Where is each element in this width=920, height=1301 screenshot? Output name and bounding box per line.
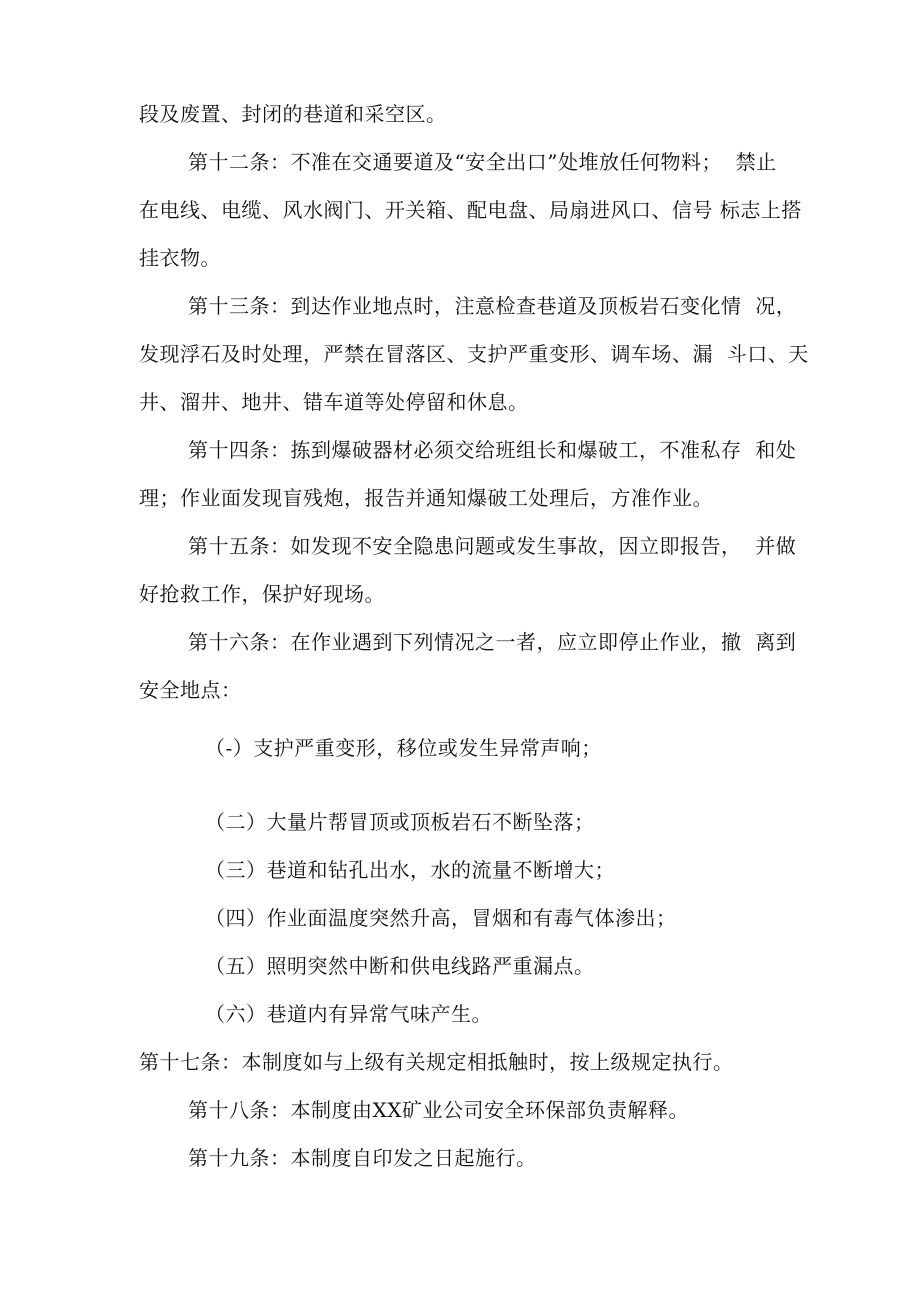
article-16-line-2: 安全地点： [139,678,242,702]
list-item-1: （-）支护严重变形，移位或发生异常声响； [205,736,602,760]
article-13-line-1: 第十三条：到达作业地点时，注意检查巷道及顶板岩石变化情 况， [188,294,797,318]
list-item-5: （五）照明突然中断和供电线路严重漏点。 [205,954,595,978]
article-14-line-2: 理；作业面发现盲残炮，报告并通知爆破工处理后，方准作业。 [139,486,713,510]
article-12-line-1: 第十二条：不准在交通要道及“安全出口”处堆放任何物料； 禁止 [188,150,777,174]
article-14-line-1: 第十四条：拣到爆破器材必须交给班组长和爆破工，不准私存 和处 [188,438,797,462]
list-item-3: （三）巷道和钻孔出水，水的流量不断增大； [205,858,615,882]
list-item-6: （六）巷道内有异常气味产生。 [205,1002,492,1026]
list-item-4: （四）作业面温度突然升高，冒烟和有毒气体渗出； [205,906,677,930]
list-item-2: （二）大量片帮冒顶或顶板岩石不断坠落； [205,810,595,834]
article-15-line-1: 第十五条：如发现不安全隐患问题或发生事故，因立即报告， 并做 [188,534,797,558]
article-12-line-2: 在电线、电缆、风水阀门、开关箱、配电盘、局扇进风口、信号 标志上搭 [139,198,802,222]
article-12-line-3: 挂衣物。 [139,246,221,270]
paragraph-line: 段及废置、封闭的巷道和采空区。 [139,102,447,126]
article-16-line-1: 第十六条：在作业遇到下列情况之一者，应立即停止作业，撤 离到 [188,630,797,654]
article-15-line-2: 好抢救工作，保护好现场。 [139,582,385,606]
article-13-line-3: 井、溜井、地井、错车道等处停留和休息。 [139,390,529,414]
article-17-line: 第十七条：本制度如与上级有关规定相抵触时，按上级规定执行。 [139,1050,734,1074]
article-13-line-2: 发现浮石及时处理，严禁在冒落区、支护严重变形、调车场、漏 斗口、天 [139,342,809,366]
article-19-line: 第十九条：本制度自印发之日起施行。 [188,1146,537,1170]
article-18-line: 第十八条：本制度由XX矿业公司安全环保部负责解释。 [188,1098,689,1122]
